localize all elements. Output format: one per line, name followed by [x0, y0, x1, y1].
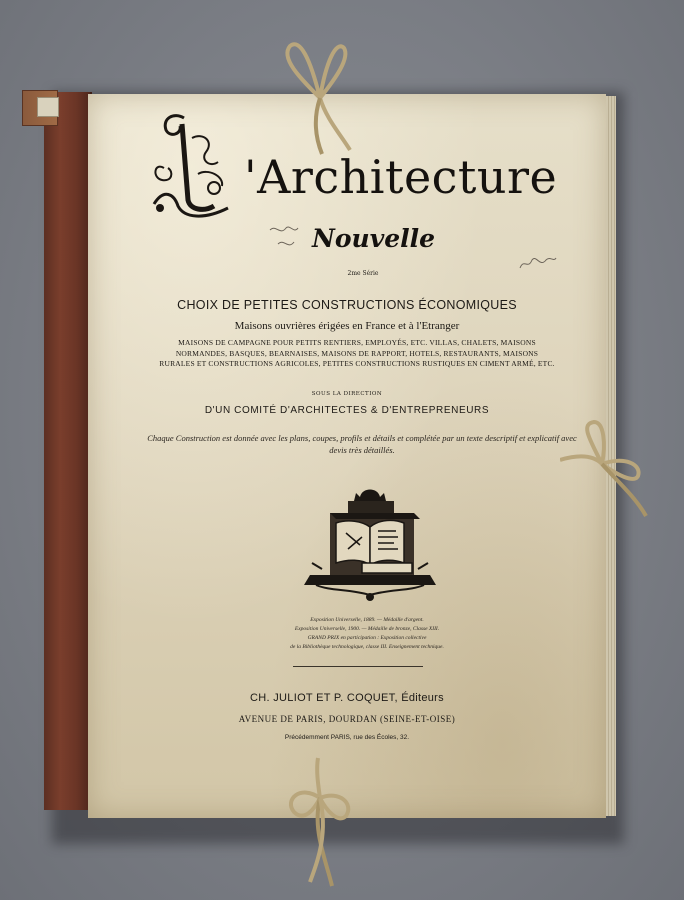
book-cover [88, 94, 606, 818]
page-edges [606, 96, 616, 816]
award-line-3: GRAND PRIX en participation : Exposition collective [307, 635, 427, 641]
spine-label-tab [22, 90, 58, 126]
publisher-address: AVENUE DE PARIS, DOURDAN (SEINE-ET-OISE) [238, 714, 456, 724]
choix-heading: CHOIX DE PETITES CONSTRUCTIONS ÉCONOMIQUES [177, 298, 517, 312]
open-book-emblem [300, 479, 440, 604]
campagne-paragraph: MAISONS DE CAMPAGNE POUR PETITS RENTIERS, EMPLOYÉS, ETC. VILLAS, CHALETS, MAISONS NORMANDES, BASQUES, BEARNAISES, MAISONS DE RAPPORT, HOTELS, RESTAURANTS, MAISONS RURALES ET CONSTRUCTIONS AGRICOLES, PETITES CONSTRUCTIONS RUSTIQUES EN CIMENT ARMÉ, ETC. [159, 338, 555, 368]
direction-label: SOUS LA DIRECTION [311, 391, 383, 397]
cloth-spine [44, 92, 92, 810]
pencil-scribble-right [518, 254, 558, 274]
award-line-4: de la Bibliothèque technologique, classe III. Enseignement technique. [290, 644, 444, 650]
publisher-line: CH. JULIOT ET P. COQUET, Éditeurs [250, 692, 444, 704]
divider-rule [293, 666, 423, 667]
cover-subtitle: Nouvelle [312, 224, 436, 253]
exhibition-awards [238, 616, 496, 652]
ornamental-l-monogram [144, 108, 236, 226]
award-line-1: Exposition Universelle, 1889. — Médaille d'argent. [310, 617, 424, 623]
previous-address: Précédemment PARIS, rue des Écoles, 32. [284, 734, 410, 741]
award-line-2: Exposition Universelle, 1900. — Médaille de bronze, Classe XIII. [294, 626, 440, 632]
pencil-scribble-left [268, 222, 338, 252]
maisons-line: Maisons ouvrières érigées en France et à l'Etranger [234, 320, 460, 332]
series-label: 2me Série [347, 270, 379, 277]
cover-title: 'Architecture [244, 150, 558, 204]
comite-line: D'UN COMITÉ D'ARCHITECTES & D'ENTREPRENEURS [204, 405, 490, 416]
description-paragraph: Chaque Construction est donnée avec les plans, coupes, profils et détails et complétée par un texte descriptif et explicatif avec devis très détaillés. [147, 433, 577, 455]
